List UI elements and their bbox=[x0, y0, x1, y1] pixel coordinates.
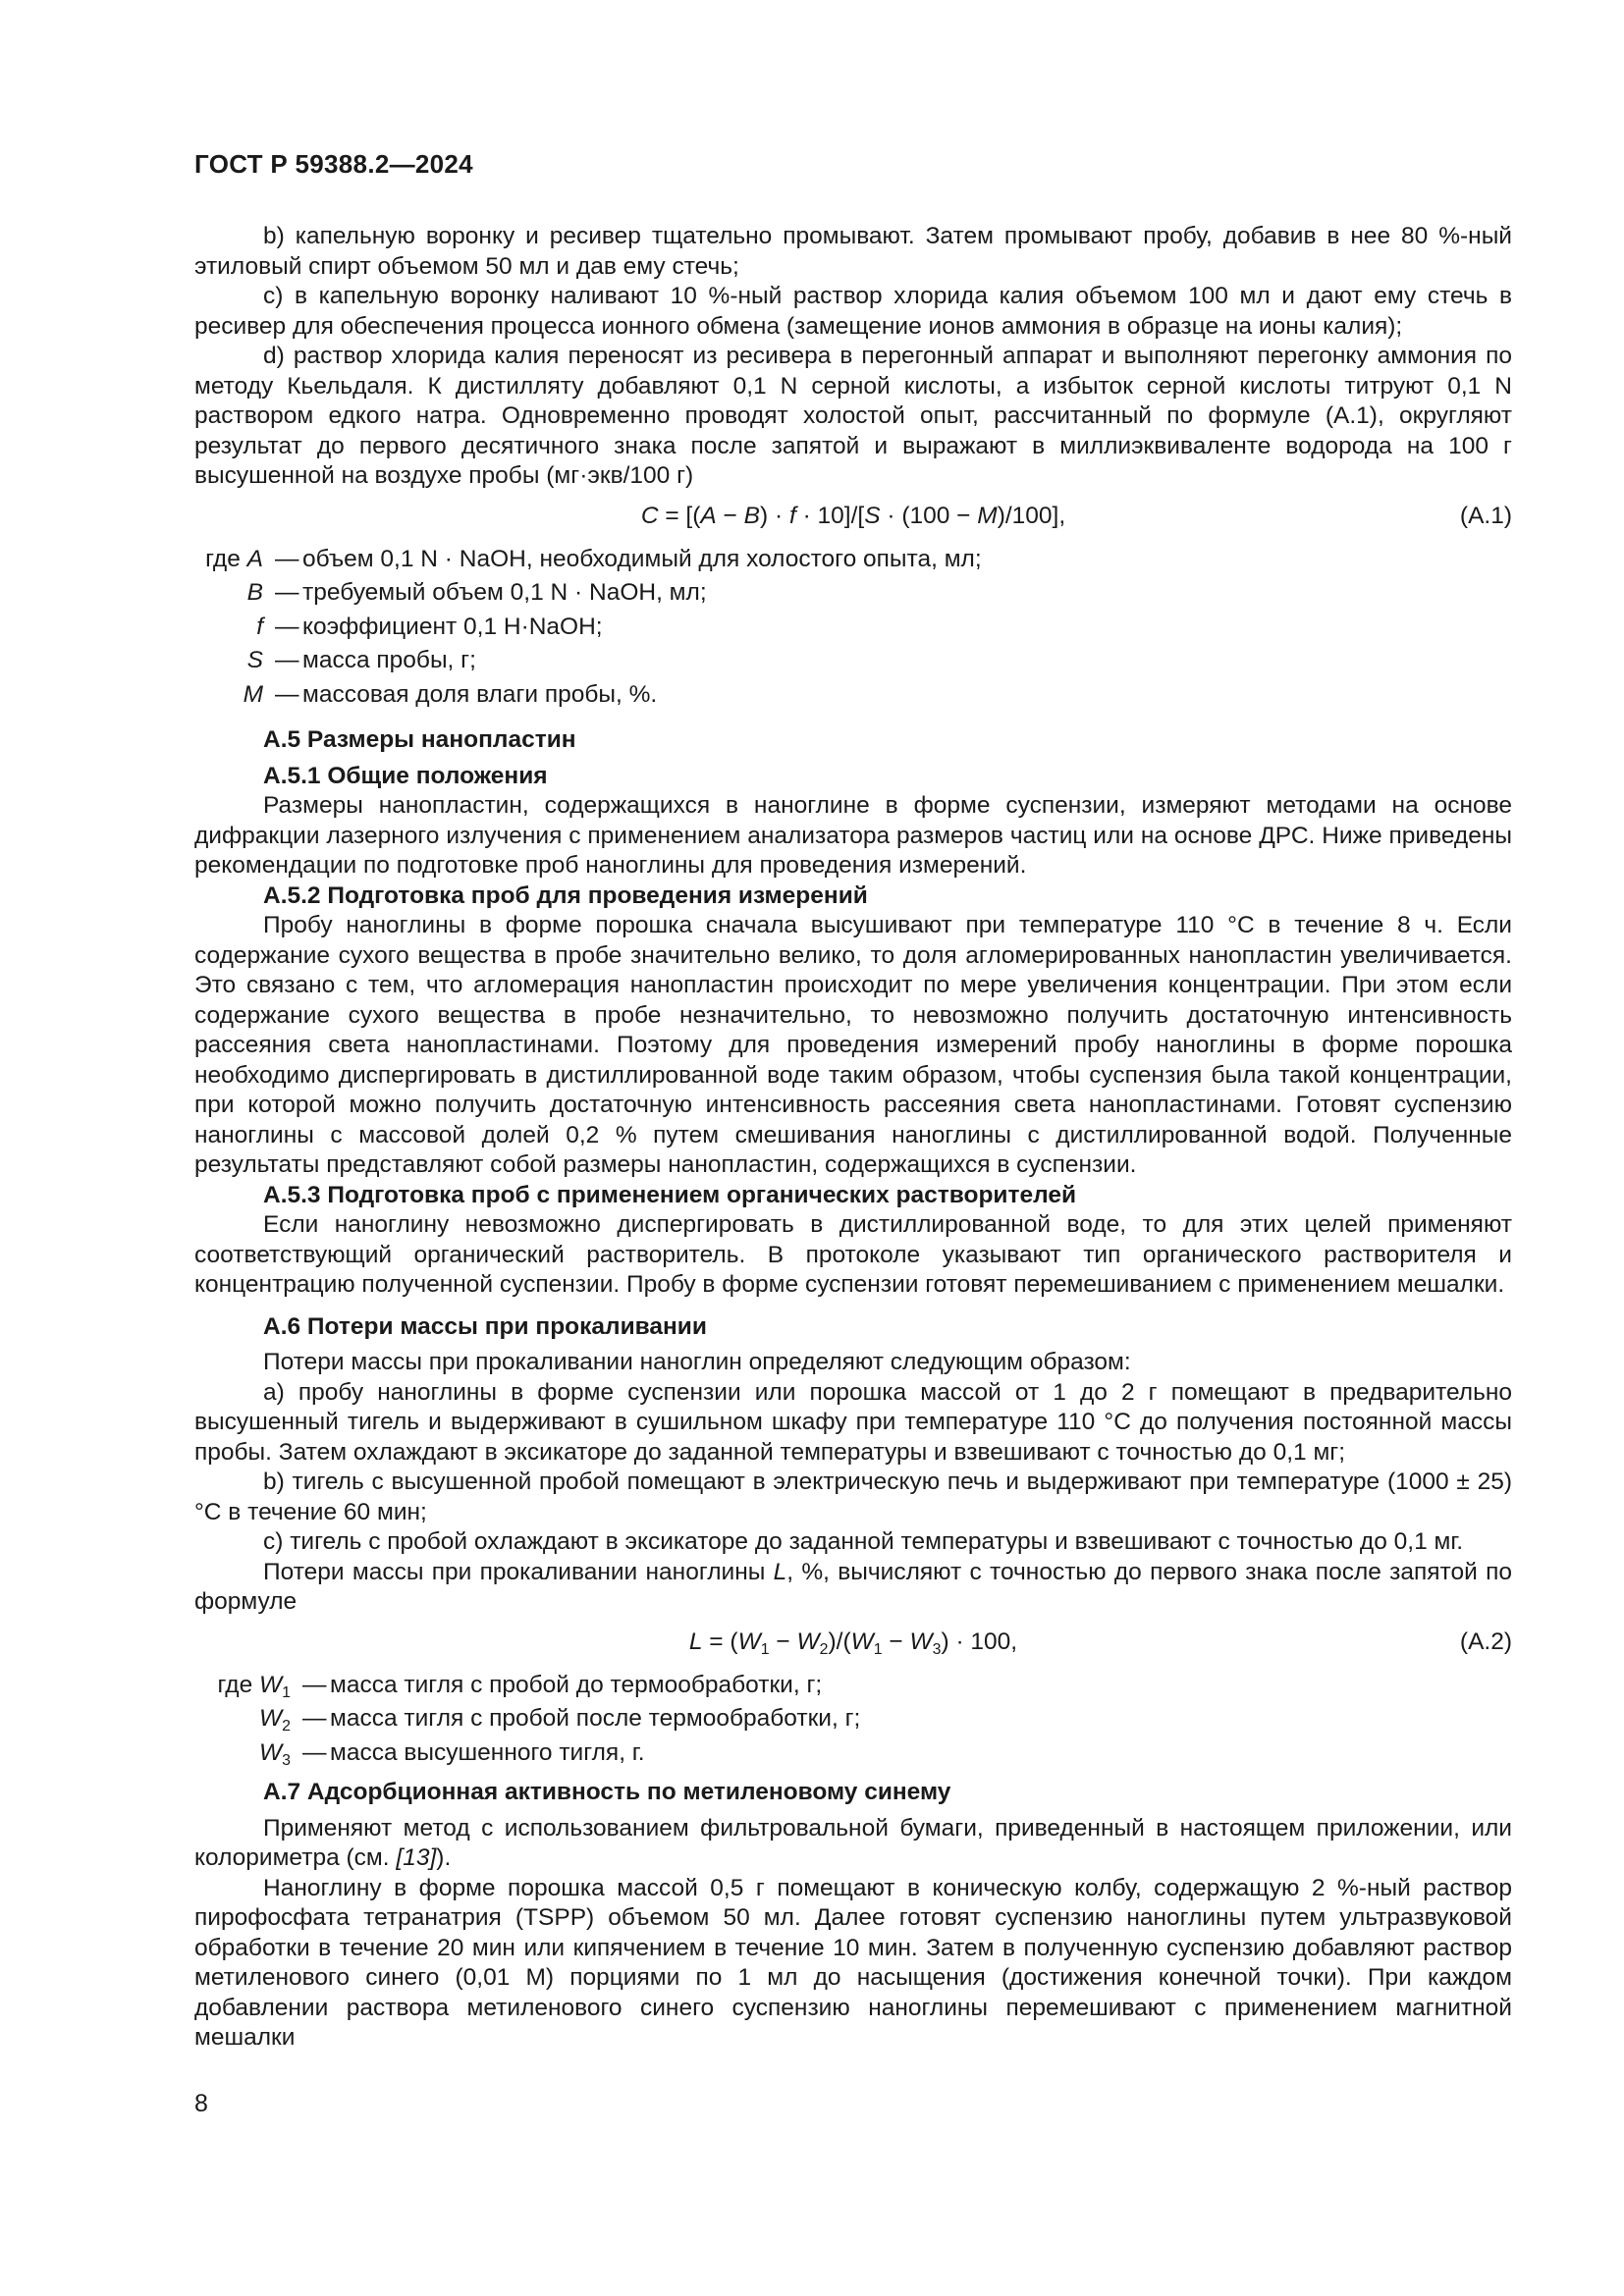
formula-f: f bbox=[788, 502, 796, 529]
formula-a2-definitions bbox=[194, 1671, 1512, 1773]
definition-dash: — bbox=[302, 1705, 327, 1732]
definition-sub: 1 bbox=[282, 1683, 291, 1701]
definition-dash: — bbox=[275, 579, 299, 606]
definition-row bbox=[194, 613, 1512, 647]
formula-sub: 2 bbox=[819, 1640, 829, 1658]
definition-prefix: где bbox=[217, 1671, 260, 1698]
definition-sub: 3 bbox=[282, 1751, 291, 1769]
definition-symbol: W bbox=[259, 1705, 283, 1732]
formula-w: W bbox=[909, 1628, 933, 1655]
formula-part: − bbox=[716, 502, 744, 529]
formula-sub: 3 bbox=[932, 1640, 942, 1658]
section-a53-heading: А.5.3 Подготовка проб с применением органических растворителей bbox=[263, 1181, 1077, 1208]
section-a7-heading: А.7 Адсорбционная активность по метиленовому синему bbox=[263, 1779, 951, 1805]
formula-a2-number: (А.2) bbox=[1459, 1628, 1512, 1655]
definition-row bbox=[194, 1704, 1512, 1738]
definition-text: массовая доля влаги пробы, %. bbox=[302, 680, 658, 708]
definition-row bbox=[194, 646, 1512, 680]
formula-part: · 10]/[ bbox=[795, 502, 865, 529]
section-a6-calc bbox=[194, 1558, 1512, 1618]
calc-symbol: L bbox=[773, 1558, 787, 1585]
definition-row bbox=[194, 545, 1512, 579]
formula-sub: 1 bbox=[873, 1640, 883, 1658]
definition-dash: — bbox=[275, 680, 299, 708]
section-a7-paragraph-2: Наноглину в форме порошка массой 0,5 г помещают в коническую колбу, содержащую 2 %-ный раствор пирофосфата тетранатрия (TSPP) объемом 50 мл. Далее готовят суспензию наноглины путем ультразвуковой обработки в течение 20 мин или кипячением в течение 10 мин. Затем в полученную суспензию добавляют раствор метиленового синего (0,01 М) порциями по 1 мл до насыщения (достижения конечной точки). При каждом добавлении раствора метиленового синего суспензию наноглины перемешивают с применением магнитной мешалки bbox=[194, 1874, 1512, 2051]
definition-row bbox=[194, 1671, 1512, 1705]
formula-part: = ( bbox=[702, 1628, 738, 1655]
page-number: 8 bbox=[194, 2090, 208, 2117]
definition-row bbox=[194, 1738, 1512, 1773]
definition-text: коэффициент 0,1 Н·NaOH; bbox=[302, 613, 603, 640]
definition-sub: 2 bbox=[282, 1718, 291, 1735]
definition-dash: — bbox=[275, 613, 299, 640]
formula-part: − bbox=[882, 1628, 910, 1655]
a7-text: Применяют метод с использованием фильтровальной бумаги, приведенный в настоящем приложении, или колориметра (см. bbox=[194, 1814, 1512, 1871]
definition-dash: — bbox=[275, 545, 299, 572]
formula-a2 bbox=[194, 1620, 1512, 1667]
formula-part: )/( bbox=[828, 1628, 851, 1655]
a7-text: ). bbox=[436, 1844, 452, 1871]
formula-w: W bbox=[796, 1628, 820, 1655]
formula-part: = [( bbox=[658, 502, 701, 529]
a7-reference: [13] bbox=[396, 1844, 437, 1871]
definition-row bbox=[194, 680, 1512, 715]
formula-m: M bbox=[977, 502, 998, 529]
formula-part: · (100 − bbox=[880, 502, 978, 529]
formula-a2-expression bbox=[194, 1628, 1512, 1658]
definition-text: масса высушенного тигля, г. bbox=[330, 1738, 645, 1766]
definition-symbol: B bbox=[246, 579, 263, 606]
formula-a1-number: (А.1) bbox=[1459, 502, 1512, 529]
formula-a1-expression bbox=[194, 502, 1512, 532]
definition-symbol: W bbox=[259, 1671, 283, 1698]
section-a52-heading: А.5.2 Подготовка проб для проведения измерений bbox=[263, 881, 868, 909]
calc-text: Потери массы при прокаливании наноглины bbox=[263, 1558, 774, 1585]
definition-prefix: где bbox=[205, 545, 247, 572]
item-b-paragraph: b) капельную воронку и ресивер тщательно промывают. Затем промывают пробу, добавив в нее 80 %-ный этиловый спирт объемом 50 мл и дав ему стечь; bbox=[194, 223, 1512, 280]
section-a51-heading: А.5.1 Общие положения bbox=[263, 762, 548, 789]
section-a6-heading: А.6 Потери массы при прокаливании bbox=[263, 1312, 707, 1340]
formula-s: S bbox=[864, 502, 881, 529]
definition-symbol: M bbox=[243, 680, 263, 708]
section-a6-intro: Потери массы при прокаливании наноглин определяют следующим образом: bbox=[263, 1349, 1131, 1375]
definition-symbol: S bbox=[246, 647, 263, 673]
definition-symbol: A bbox=[246, 545, 263, 572]
item-c-paragraph: c) в капельную воронку наливают 10 %-ный раствор хлорида калия объемом 100 мл и дают ему стечь в ресивер для обеспечения процесса ионного обмена (замещение ионов аммония в образце на ионы калия); bbox=[194, 283, 1512, 340]
formula-b: B bbox=[743, 502, 761, 529]
definition-text: масса тигля с пробой до термообработки, г; bbox=[330, 1671, 823, 1698]
formula-a1-definitions bbox=[194, 545, 1512, 715]
formula-part: ) · 100, bbox=[941, 1628, 1018, 1655]
formula-w: W bbox=[850, 1628, 874, 1655]
section-a7-paragraph-1 bbox=[194, 1814, 1512, 1874]
definition-text: требуемый объем 0,1 N · NaOH, мл; bbox=[302, 579, 707, 606]
document-body bbox=[194, 222, 1512, 2054]
formula-a: A bbox=[700, 502, 717, 529]
definition-text: масса тигля с пробой после термообработки, г; bbox=[330, 1705, 861, 1732]
formula-part: − bbox=[769, 1628, 797, 1655]
section-a52-text: Пробу наноглины в форме порошка сначала высушивают при температуре 110 °C в течение 8 ч. Если содержание сухого вещества в пробе значительно велико, то доля агломерированных нанопластин увеличивается. Это связано с тем, что агломерация нанопластин происходит по мере увеличения концентрации. При этом если содержание сухого вещества в пробе незначительно, то невозможно получить достаточную интенсивность рассеяния света нанопластинами. Поэтому для проведения измерений пробу наноглины в форме порошка необходимо диспергировать в дистиллированной воде таким образом, чтобы суспензия была такой концентрации, при которой можно получить достаточную интенсивность рассеяния света нанопластинами. Готовят суспензию наноглины с массовой долей 0,2 % путем смешивания наноглины с дистиллированной водой. Полученные результаты представляют собой размеры нанопластин, содержащихся в суспензии. bbox=[194, 912, 1512, 1178]
definition-dash: — bbox=[302, 1738, 327, 1766]
formula-part: ) · bbox=[760, 502, 789, 529]
definition-dash: — bbox=[302, 1671, 327, 1698]
definition-symbol: W bbox=[259, 1738, 283, 1766]
definition-text: объем 0,1 N · NaOH, необходимый для холостого опыта, мл; bbox=[302, 545, 982, 572]
formula-l: L bbox=[688, 1628, 703, 1655]
section-a6-item-b: b) тигель с высушенной пробой помещают в электрическую печь и выдерживают при температуре (1000 ± 25) °C в течение 60 мин; bbox=[194, 1468, 1512, 1525]
definition-dash: — bbox=[275, 647, 299, 673]
section-a6-item-c: c) тигель с пробой охлаждают в эксикаторе до заданной температуры и взвешивают с точностью до 0,1 мг. bbox=[263, 1528, 1464, 1555]
section-a6-item-a: а) пробу наноглины в форме суспензии или порошка массой от 1 до 2 г помещают в предварительно высушенный тигель и выдерживают в сушильном шкафу при температуре 110 °C до получения постоянной массы пробы. Затем охлаждают в эксикаторе до заданной температуры и взвешивают с точностью до 0,1 мг; bbox=[194, 1378, 1512, 1466]
document-header: ГОСТ Р 59388.2—2024 bbox=[194, 149, 473, 179]
formula-c: C bbox=[640, 502, 659, 529]
section-a5-heading: А.5 Размеры нанопластин bbox=[263, 726, 576, 753]
definition-text: масса пробы, г; bbox=[302, 647, 476, 673]
section-a51-text: Размеры нанопластин, содержащихся в наноглине в форме суспензии, измеряют методами на основе дифракции лазерного излучения с применением анализатора размеров частиц или на основе ДРС. Ниже приведены рекомендации по подготовке проб наноглины для проведения измерений. bbox=[194, 792, 1512, 879]
calc-text: , %, вычисляют с точностью до первого знака после запятой по формуле bbox=[194, 1558, 1512, 1615]
formula-w: W bbox=[737, 1628, 761, 1655]
section-a53-text: Если наноглину невозможно диспергировать в дистиллированной воде, то для этих целей применяют соответствующий органический растворитель. В протоколе указывают тип органического растворителя и концентрацию полученной суспензии. Пробу в форме суспензии готовят перемешиванием с применением мешалки. bbox=[194, 1211, 1512, 1298]
formula-a1 bbox=[194, 494, 1512, 541]
formula-part: )/100], bbox=[997, 502, 1066, 529]
definition-row bbox=[194, 578, 1512, 613]
item-d-paragraph: d) раствор хлорида калия переносят из ресивера в перегонный аппарат и выполняют перегонку аммония по методу Кьельдаля. К дистилляту добавляют 0,1 N серной кислоты, а избыток серной кислоты титруют 0,1 N раствором едкого натра. Одновременно проводят холостой опыт, рассчитанный по формуле (А.1), округляют результат до первого десятичного знака после запятой и выражают в миллиэквиваленте водорода на 100 г высушенной на воздухе пробы (мг·экв/100 г) bbox=[194, 343, 1512, 489]
formula-sub: 1 bbox=[760, 1640, 770, 1658]
definition-symbol: f bbox=[256, 613, 263, 640]
